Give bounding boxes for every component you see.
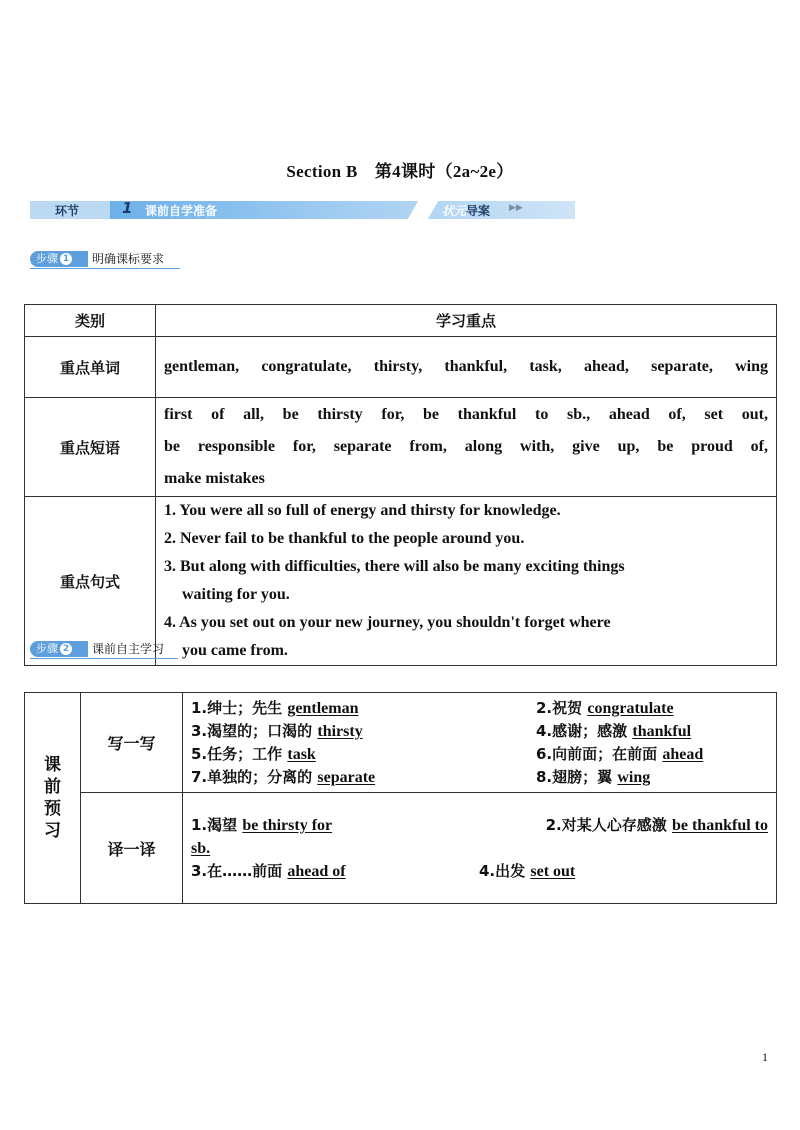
step-1-tag: 步骤 1 明确课标要求 (30, 251, 180, 267)
banner-prefix: 环节 (55, 204, 80, 218)
banner-label: 课前自学准备 (145, 204, 218, 218)
key-words: gentleman, congratulate, thirsty, thankful, task, ahead, separate, wing (156, 337, 777, 398)
table-header-focus: 学习重点 (156, 305, 777, 337)
write-items: 1.绅士；先生 gentleman 2.祝贺 congratulate 3.渴望的；口渴的 thirsty 4.感谢；感激 thankful 5.任务；工作 task 6.向前面；在前面 ahead 7.单独的；分离的 separate 8.翅膀；翼 wing (183, 693, 777, 793)
page-title: Section B 第4课时（2a~2e） (286, 162, 514, 181)
preview-table (24, 692, 777, 904)
step-2-tag: 步骤 2 课前自主学习 (30, 641, 178, 657)
study-focus-table (24, 304, 777, 666)
key-phrases: first of all, be thirsty for, be thankful to sb., ahead of, set out, be responsible for, separate from, along with, give up, be proud of, make mistakes (156, 398, 777, 497)
key-sentences: 1. You were all so full of energy and thirsty for knowledge. 2. Never fail to be thankful to the people around you. 3. But along with difficulties, there will also be many exciting things waiting for you. 4. As you set out on your new journey, you shouldn't forget where you came from. (156, 497, 777, 666)
row-label-words: 重点单词 (25, 337, 156, 398)
translate-items: 1.渴望 be thirsty for 2.对某人心存感激 be thankful to sb. 3.在……前面 ahead of 4.出发 set out (183, 793, 777, 904)
banner-number: 1 (122, 199, 133, 217)
section-banner (30, 201, 575, 219)
translate-header: 译一译 (81, 793, 183, 904)
step-1-text: 明确课标要求 (92, 252, 165, 266)
table-header-category: 类别 (25, 305, 156, 337)
row-label-sentences: 重点句式 (25, 497, 156, 666)
banner-right: 状元导案 (442, 204, 491, 218)
step-2-text: 课前自主学习 (92, 642, 165, 656)
arrows-icon: ▶▶ (509, 203, 523, 213)
write-header: 写一写 (81, 693, 183, 793)
page-number: 1 (762, 1050, 768, 1064)
preview-side-label: 课 前 预 习 (25, 693, 81, 904)
row-label-phrases: 重点短语 (25, 398, 156, 497)
